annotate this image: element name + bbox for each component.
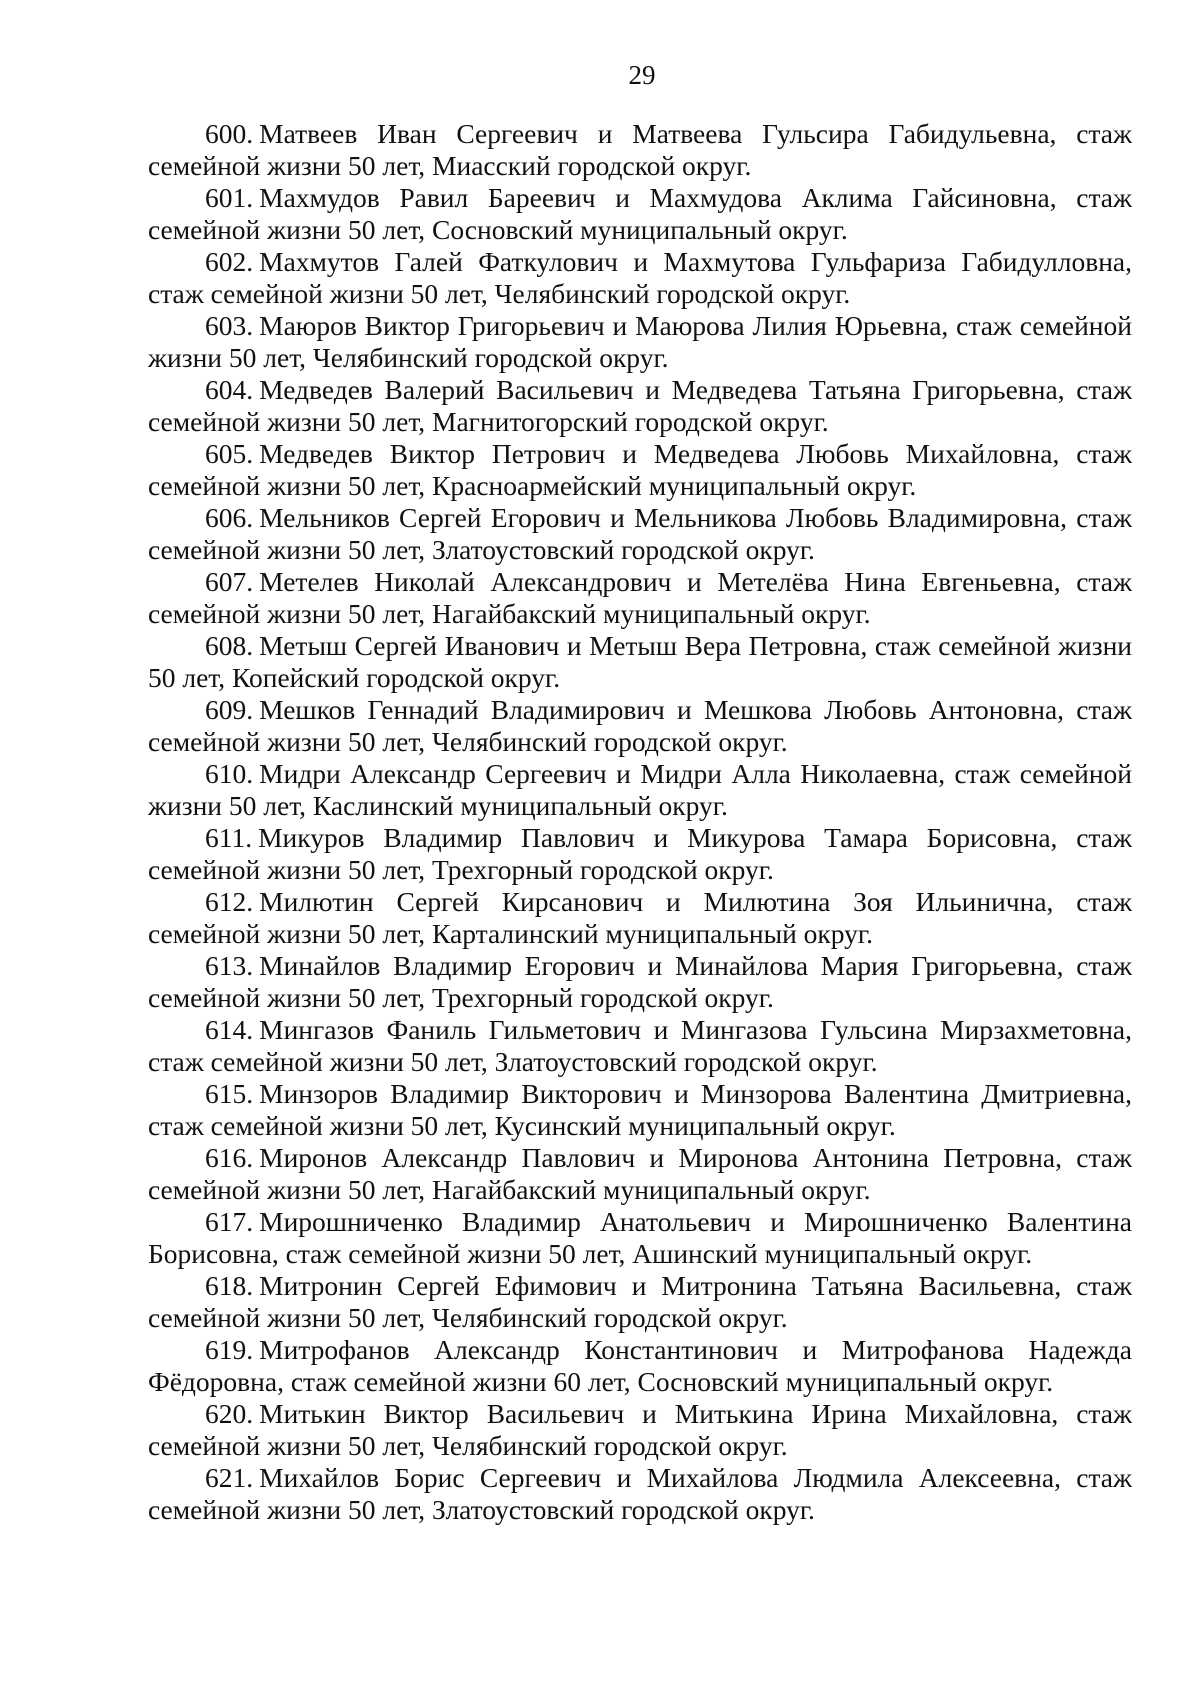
list-item (148, 694, 1132, 758)
entry-number: 608. (205, 630, 254, 661)
entry-number: 613. (205, 950, 254, 981)
entry-text: Мельников Сергей Егорович и Мельникова Любовь Владимировна, стаж семейной жизни 50 лет, Златоустовский городской округ. (148, 502, 1132, 565)
list-item (148, 950, 1132, 1014)
entry-text: Милютин Сергей Кирсанович и Милютина Зоя Ильинична, стаж семейной жизни 50 лет, Карталинский муниципальный округ. (148, 886, 1132, 949)
list-item (148, 310, 1132, 374)
entry-text: Мидри Александр Сергеевич и Мидри Алла Николаевна, стаж семейной жизни 50 лет, Каслинский муниципальный округ. (148, 758, 1132, 821)
entry-list (148, 118, 1132, 1526)
entry-number: 621. (205, 1462, 254, 1493)
entry-text: Митронин Сергей Ефимович и Митронина Татьяна Васильевна, стаж семейной жизни 50 лет, Челябинский городской округ. (148, 1270, 1132, 1333)
entry-number: 609. (205, 694, 254, 725)
entry-number: 618. (205, 1270, 254, 1301)
entry-number: 619. (205, 1334, 254, 1365)
list-item (148, 1334, 1132, 1398)
entry-number: 612. (205, 886, 254, 917)
list-item (148, 502, 1132, 566)
entry-text: Медведев Валерий Васильевич и Медведева Татьяна Григорьевна, стаж семейной жизни 50 лет, Магнитогорский городской округ. (148, 374, 1132, 437)
entry-number: 611. (205, 822, 253, 853)
entry-number: 601. (205, 182, 254, 213)
list-item (148, 758, 1132, 822)
list-item (148, 118, 1132, 182)
entry-number: 610. (205, 758, 254, 789)
entry-number: 620. (205, 1398, 254, 1429)
entry-text: Митькин Виктор Васильевич и Митькина Ирина Михайловна, стаж семейной жизни 50 лет, Челябинский городской округ. (148, 1398, 1132, 1461)
entry-number: 617. (205, 1206, 254, 1237)
entry-text: Мешков Геннадий Владимирович и Мешкова Любовь Антоновна, стаж семейной жизни 50 лет, Челябинский городской округ. (148, 694, 1132, 757)
entry-number: 615. (205, 1078, 254, 1109)
entry-text: Махмутов Галей Фаткулович и Махмутова Гульфариза Габидулловна, стаж семейной жизни 50 лет, Челябинский городской округ. (148, 246, 1132, 309)
entry-text: Матвеев Иван Сергеевич и Матвеева Гульсира Габидульевна, стаж семейной жизни 50 лет, Миасский городской округ. (148, 118, 1132, 181)
list-item (148, 1206, 1132, 1270)
entry-number: 616. (205, 1142, 254, 1173)
entry-text: Маюров Виктор Григорьевич и Маюрова Лилия Юрьевна, стаж семейной жизни 50 лет, Челябинский городской округ. (148, 310, 1132, 373)
entry-text: Мингазов Фаниль Гильметович и Мингазова Гульсина Мирзахметовна, стаж семейной жизни 50 лет, Златоустовский городской округ. (148, 1014, 1132, 1077)
entry-text: Метыш Сергей Иванович и Метыш Вера Петровна, стаж семейной жизни 50 лет, Копейский городской округ. (148, 630, 1132, 693)
entry-text: Махмудов Равил Бареевич и Махмудова Аклима Гайсиновна, стаж семейной жизни 50 лет, Сосновский муниципальный округ. (148, 182, 1132, 245)
entry-text: Метелев Николай Александрович и Метелёва Нина Евгеньевна, стаж семейной жизни 50 лет, Нагайбакский муниципальный округ. (148, 566, 1132, 629)
entry-number: 603. (205, 310, 254, 341)
list-item (148, 630, 1132, 694)
list-item (148, 1078, 1132, 1142)
page-number: 29 (628, 60, 656, 90)
entry-number: 614. (205, 1014, 254, 1045)
entry-number: 600. (205, 118, 254, 149)
entry-text: Миронов Александр Павлович и Миронова Антонина Петровна, стаж семейной жизни 50 лет, Нагайбакский муниципальный округ. (148, 1142, 1132, 1205)
list-item (148, 1142, 1132, 1206)
list-item (148, 438, 1132, 502)
list-item (148, 566, 1132, 630)
entry-text: Михайлов Борис Сергеевич и Михайлова Людмила Алексеевна, стаж семейной жизни 50 лет, Златоустовский городской округ. (148, 1462, 1132, 1525)
list-item (148, 1270, 1132, 1334)
list-item (148, 822, 1132, 886)
entry-text: Минайлов Владимир Егорович и Минайлова Мария Григорьевна, стаж семейной жизни 50 лет, Трехгорный городской округ. (148, 950, 1132, 1013)
entry-number: 606. (205, 502, 254, 533)
entry-number: 604. (205, 374, 254, 405)
entry-number: 605. (205, 438, 254, 469)
list-item (148, 886, 1132, 950)
entry-number: 602. (205, 246, 254, 277)
list-item (148, 246, 1132, 310)
entry-text: Митрофанов Александр Константинович и Митрофанова Надежда Фёдоровна, стаж семейной жизни 60 лет, Сосновский муниципальный округ. (148, 1334, 1132, 1397)
entry-text: Минзоров Владимир Викторович и Минзорова Валентина Дмитриевна, стаж семейной жизни 50 лет, Кусинский муниципальный округ. (148, 1078, 1132, 1141)
entry-number: 607. (205, 566, 254, 597)
list-item (148, 1014, 1132, 1078)
entry-text: Микуров Владимир Павлович и Микурова Тамара Борисовна, стаж семейной жизни 50 лет, Трехгорный городской округ. (148, 822, 1132, 885)
list-item (148, 1398, 1132, 1462)
list-item (148, 1462, 1132, 1526)
entry-text: Медведев Виктор Петрович и Медведева Любовь Михайловна, стаж семейной жизни 50 лет, Красноармейский муниципальный округ. (148, 438, 1132, 501)
list-item (148, 374, 1132, 438)
entry-text: Мирошниченко Владимир Анатольевич и Мирошниченко Валентина Борисовна, стаж семейной жизни 50 лет, Ашинский муниципальный округ. (148, 1206, 1132, 1269)
list-item (148, 182, 1132, 246)
